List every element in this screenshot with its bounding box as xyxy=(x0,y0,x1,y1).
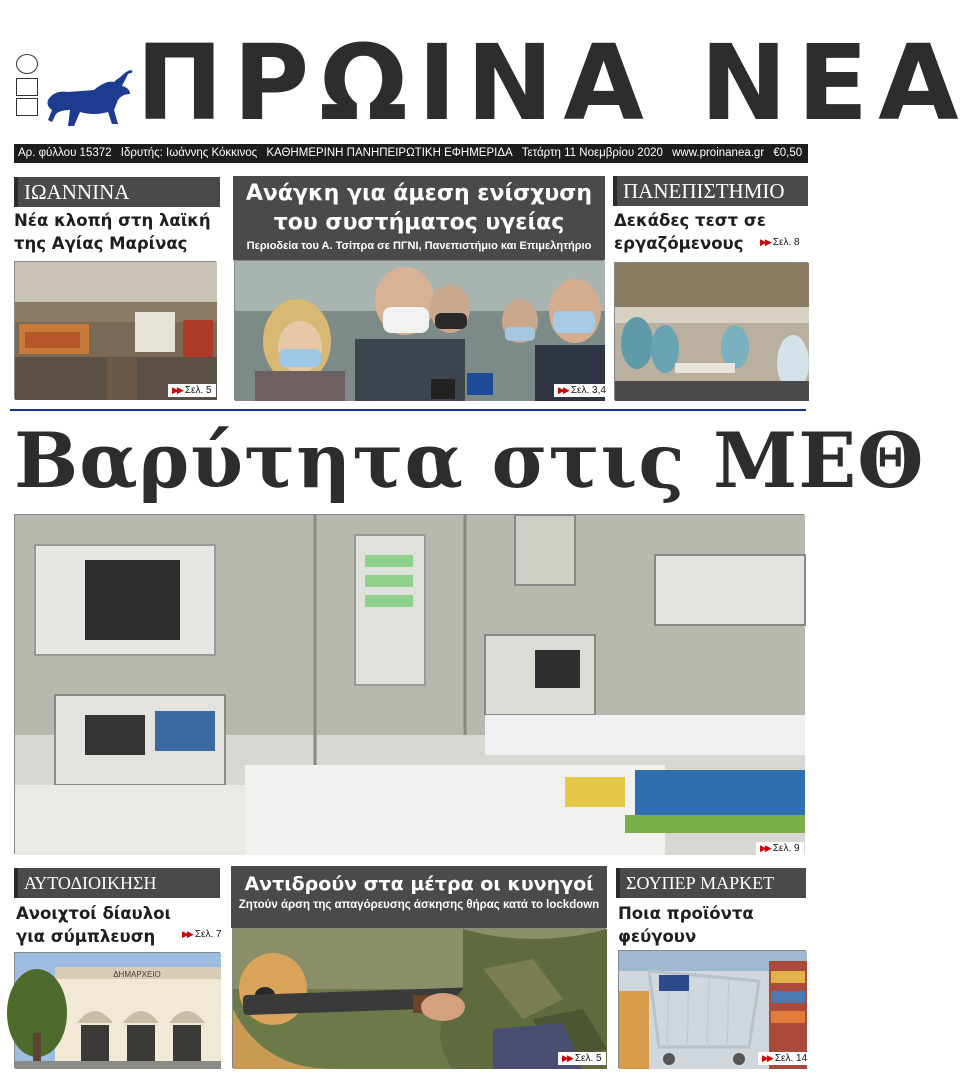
page-ref[interactable]: ▶▶ Σελ. 3,4 xyxy=(554,384,610,397)
headline-line: για σύμπλευση xyxy=(16,927,156,946)
page-ref[interactable]: ▶▶ Σελ. 14 xyxy=(758,1052,811,1065)
headline-line: της Αγίας Μαρίνας xyxy=(14,234,188,253)
page-ref[interactable]: ▶▶ Σελ. 5 xyxy=(168,384,216,397)
story-headline-ioannina[interactable] xyxy=(14,209,224,255)
page-ref-label: Σελ. 5 xyxy=(184,385,212,396)
masthead-info-bar xyxy=(14,144,808,163)
page-ref-label: Σελ. 8 xyxy=(772,237,800,248)
headline-line: Δεκάδες τεστ σε xyxy=(614,211,766,230)
tsipras-photo xyxy=(234,260,604,400)
issue-number: Αρ. φύλλου 15372 xyxy=(18,147,112,159)
newspaper-title: ΠΡΩΙΝΑ ΝΕΑ xyxy=(136,22,969,144)
story-headline-local-government[interactable] xyxy=(16,902,222,948)
story-headline-university[interactable] xyxy=(614,209,809,255)
founder: Ιδρυτής: Ιωάννης Κόκκινος xyxy=(120,147,258,159)
page-ref-label: Σελ. 9 xyxy=(772,843,800,854)
side-logo-stamps xyxy=(14,52,42,128)
seal-icon xyxy=(16,54,38,74)
paper-type: ΚΑΘΗΜΕΡΙΝΗ ΠΑΝΗΠΕΙΡΩΤΙΚΗ ΕΦΗΜΕΡΙΔΑ xyxy=(266,147,513,159)
market-photo xyxy=(14,261,216,399)
headline-line: Νέα κλοπή στη λαϊκή xyxy=(14,211,211,230)
main-headline[interactable]: Βαρύτητα στις ΜΕΘ xyxy=(14,416,925,505)
headline-line: του συστήματος υγείας xyxy=(273,210,565,235)
page-ref[interactable]: ▶▶ Σελ. 9 xyxy=(756,842,804,855)
section-label-university: ΠΑΝΕΠΙΣΤΗΜΙΟ xyxy=(613,176,808,206)
website-link[interactable]: www.proinanea.gr xyxy=(672,147,765,159)
icu-photo xyxy=(14,514,804,854)
bull-logo xyxy=(44,70,134,130)
price: €0,50 xyxy=(773,147,803,159)
headline-line: Ποια προϊόντα φεύγουν xyxy=(618,904,754,946)
headline-line: Αντιδρούν στα μέτρα οι κυνηγοί xyxy=(244,873,594,895)
page-ref[interactable]: ▶▶ Σελ. 8 xyxy=(760,237,800,248)
story-headline-health[interactable] xyxy=(233,176,605,260)
university-testing-photo xyxy=(614,262,808,400)
town-hall-photo xyxy=(14,952,220,1068)
badge-icon xyxy=(16,98,38,116)
town-hall-sign: ΔΗΜΑΡΧΕΙΟ xyxy=(113,970,161,979)
page-ref-label: Σελ. 3,4 xyxy=(570,385,606,396)
headline-line: Ανοιχτοί δίαυλοι xyxy=(16,904,171,923)
story-headline-hunters[interactable] xyxy=(231,866,607,928)
page-ref[interactable]: ▶▶ Σελ. 5 xyxy=(558,1052,606,1065)
issue-date: Τετάρτη 11 Νοεμβρίου 2020 xyxy=(521,147,663,159)
section-label-supermarket: ΣΟΥΠΕΡ ΜΑΡΚΕΤ xyxy=(616,868,806,898)
section-label-ioannina: ΙΩΑΝΝΙΝΑ xyxy=(14,177,220,207)
section-label-local-government: ΑΥΤΟΔΙΟΙΚΗΣΗ xyxy=(14,868,220,898)
page-ref-label: Σελ. 5 xyxy=(574,1053,602,1064)
headline-line: Ανάγκη για άμεση ενίσχυση xyxy=(245,181,593,206)
subheadline: Ζητούν άρση της απαγόρευσης άσκησης θήρας κατά το lockdown xyxy=(238,899,600,911)
page-ref[interactable]: ▶▶ Σελ. 7 xyxy=(182,929,222,940)
page-ref-label: Σελ. 7 xyxy=(194,929,222,940)
hunter-photo xyxy=(232,928,606,1068)
badge-icon xyxy=(16,78,38,96)
divider xyxy=(10,409,806,411)
shopping-cart-photo xyxy=(618,950,806,1068)
page-ref-label: Σελ. 14 xyxy=(774,1053,808,1064)
subheadline: Περιοδεία του Α. Τσίπρα σε ΠΓΝΙ, Πανεπιστήμιο και Επιμελητήριο xyxy=(246,240,592,252)
headline-line: εργαζόμενους xyxy=(614,234,744,253)
